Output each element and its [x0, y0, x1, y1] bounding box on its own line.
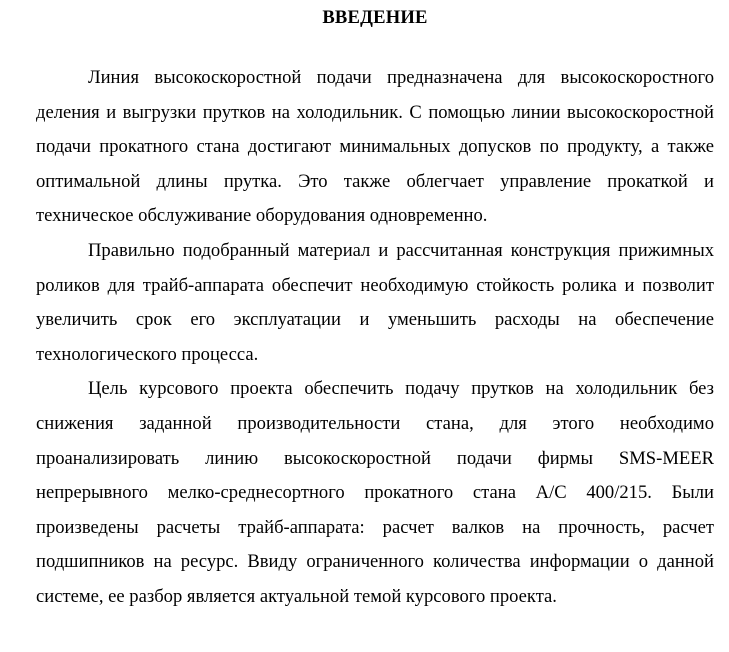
paragraph-2: Правильно подобранный материал и рассчитанная конструкция прижимных роликов для трайб-аппарата обеспечит необходимую стойкость ролика и позволит увеличить срок его эксплуатации и уменьшить расходы на обеспечение технологического процесса. [36, 239, 714, 365]
page-title: ВВЕДЕНИЕ [322, 7, 428, 28]
document-page [36, 0, 714, 615]
paragraph-3: Цель курсового проекта обеспечить подачу прутков на холодильник без снижения заданной производительности стана, для этого необходимо проанализировать линию высокоскоростной подачи фирмы SMS-MEER непрерывного мелко-среднесортного прокатного стана А/С 400/215. Были произведены расчеты трайб-аппарата: расчет валков на прочность, расчет подшипников на ресурс. Ввиду ограниченного количества информации о данной системе, ее разбор является актуальной темой курсового проекта. [36, 378, 714, 607]
paragraph-1: Линия высокоскоростной подачи предназначена для высокоскоростного деления и выгрузки прутков на холодильник. С помощью линии высокоскоростной подачи прокатного стана достигают минимальных допусков по продукту, а также оптимальной длины прутка. Это также облегчает управление прокаткой и техническое обслуживание оборудования одновременно. [36, 67, 714, 227]
